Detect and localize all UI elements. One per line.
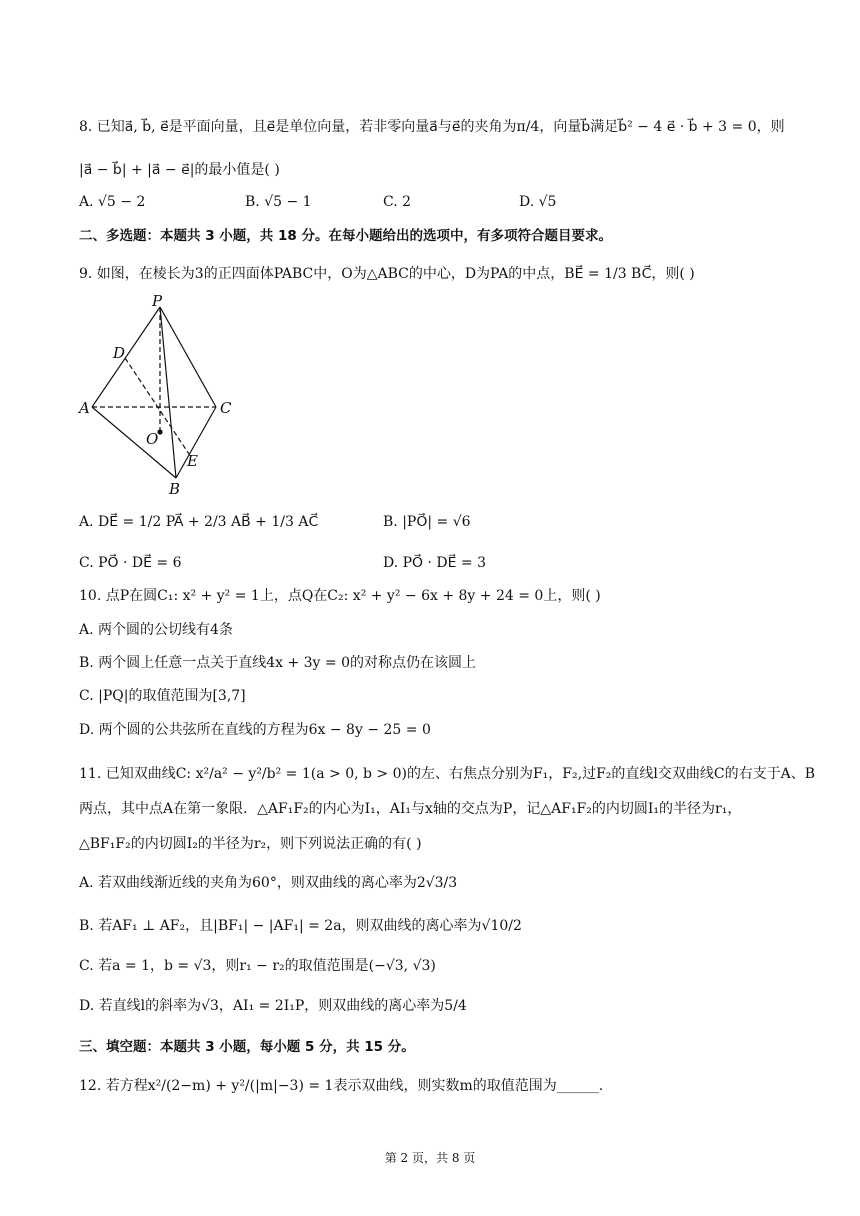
q8-option-a[interactable]: A. √5 − 2 [79, 194, 146, 210]
q8-text: 8. 已知a⃗, b⃗, e⃗是平面向量，且e⃗是单位向量，若非零向量a⃗与e⃗的夹角为π/4，向量b⃗满足b⃗² − 4 e⃗ · b⃗ + 3 = 0，则 [79, 119, 785, 135]
q9-option-a[interactable]: A. DE⃗ = 1/2 PA⃗ + 2/3 AB⃗ + 1/3 AC⃗ [79, 514, 319, 530]
label-o: O [146, 430, 159, 448]
q11-stem-line2: 两点，其中点A在第一象限．△AF₁F₂的内心为I₁，AI₁与x轴的交点为P，记△AF₁F₂的内切圆I₁的半径为r₁， [79, 801, 742, 817]
q8-text-2: |a⃗ − b⃗| + |a⃗ − e⃗|的最小值是( ) [79, 162, 280, 178]
section-3-heading: 三、填空题：本题共 3 小题，每小题 5 分，共 15 分。 [79, 1039, 415, 1055]
q8-option-d[interactable]: D. √5 [519, 194, 557, 210]
label-c: C [220, 399, 232, 417]
q8-option-b[interactable]: B. √5 − 1 [245, 194, 312, 210]
q11-option-d[interactable]: D. 若直线l的斜率为√3，AI₁ = 2I₁P，则双曲线的离心率为5/4 [79, 998, 467, 1014]
q9-option-b[interactable]: B. |PO⃗| = √6 [383, 514, 471, 530]
label-p: P [152, 292, 163, 310]
q11-option-b[interactable]: B. 若AF₁ ⊥ AF₂，且|BF₁| − |AF₁| = 2a，则双曲线的离心率为√10/2 [79, 918, 522, 934]
label-b: B [169, 480, 181, 498]
edge-ab [92, 407, 176, 478]
q10-option-d[interactable]: D. 两个圆的公共弦所在直线的方程为6x − 8y − 25 = 0 [79, 722, 431, 738]
q8-stem-line2 [79, 160, 280, 180]
label-a: A [79, 399, 90, 417]
label-d: D [113, 344, 126, 362]
q10-option-b[interactable]: B. 两个圆上任意一点关于直线4x + 3y = 0的对称点仍在该圆上 [79, 655, 476, 671]
q10-option-a[interactable]: A. 两个圆的公切线有4条 [79, 622, 233, 638]
q11-stem-line1: 11. 已知双曲线C: x²/a² − y²/b² = 1(a > 0, b > 0)的左、右焦点分别为F₁，F₂,过F₂的直线l交双曲线C的右支于A、B [79, 766, 815, 782]
q9-option-c[interactable]: C. PO⃗ · DE⃗ = 6 [79, 555, 182, 571]
q8-option-c[interactable]: C. 2 [383, 194, 412, 210]
q11-option-c[interactable]: C. 若a = 1，b = √3，则r₁ − r₂的取值范围是(−√3, √3) [79, 958, 436, 974]
q10-stem: 10. 点P在圆C₁: x² + y² = 1上，点Q在C₂: x² + y² − 6x + 8y + 24 = 0上，则( ) [79, 588, 601, 604]
edge-pa [92, 307, 160, 407]
edge-pb [160, 307, 176, 478]
section-2-heading: 二、多选题：本题共 3 小题，共 18 分。在每小题给出的选项中，有多项符合题目要求。 [79, 228, 612, 244]
q11-stem-line3: △BF₁F₂的内切圆I₂的半径为r₂，则下列说法正确的有( ) [79, 836, 422, 852]
q9-stem: 9. 如图，在棱长为3的正四面体PABC中，O为△ABC的中心，D为PA的中点，BE⃗ = 1/3 BC⃗，则( ) [79, 266, 695, 282]
q10-option-c[interactable]: C. |PQ|的取值范围为[3,7] [79, 688, 246, 704]
q12-stem: 12. 若方程x²/(2−m) + y²/(|m|−3) = 1表示双曲线，则实数m的取值范围为______. [79, 1078, 604, 1094]
page-footer: 第 2 页，共 8 页 [384, 1151, 476, 1165]
tetrahedron-figure [78, 292, 238, 498]
q8-stem-line1 [79, 117, 785, 137]
q9-option-d[interactable]: D. PO⃗ · DE⃗ = 3 [383, 555, 487, 571]
label-e: E [187, 452, 198, 470]
q11-option-a[interactable]: A. 若双曲线渐近线的夹角为60°，则双曲线的离心率为2√3/3 [79, 875, 458, 891]
